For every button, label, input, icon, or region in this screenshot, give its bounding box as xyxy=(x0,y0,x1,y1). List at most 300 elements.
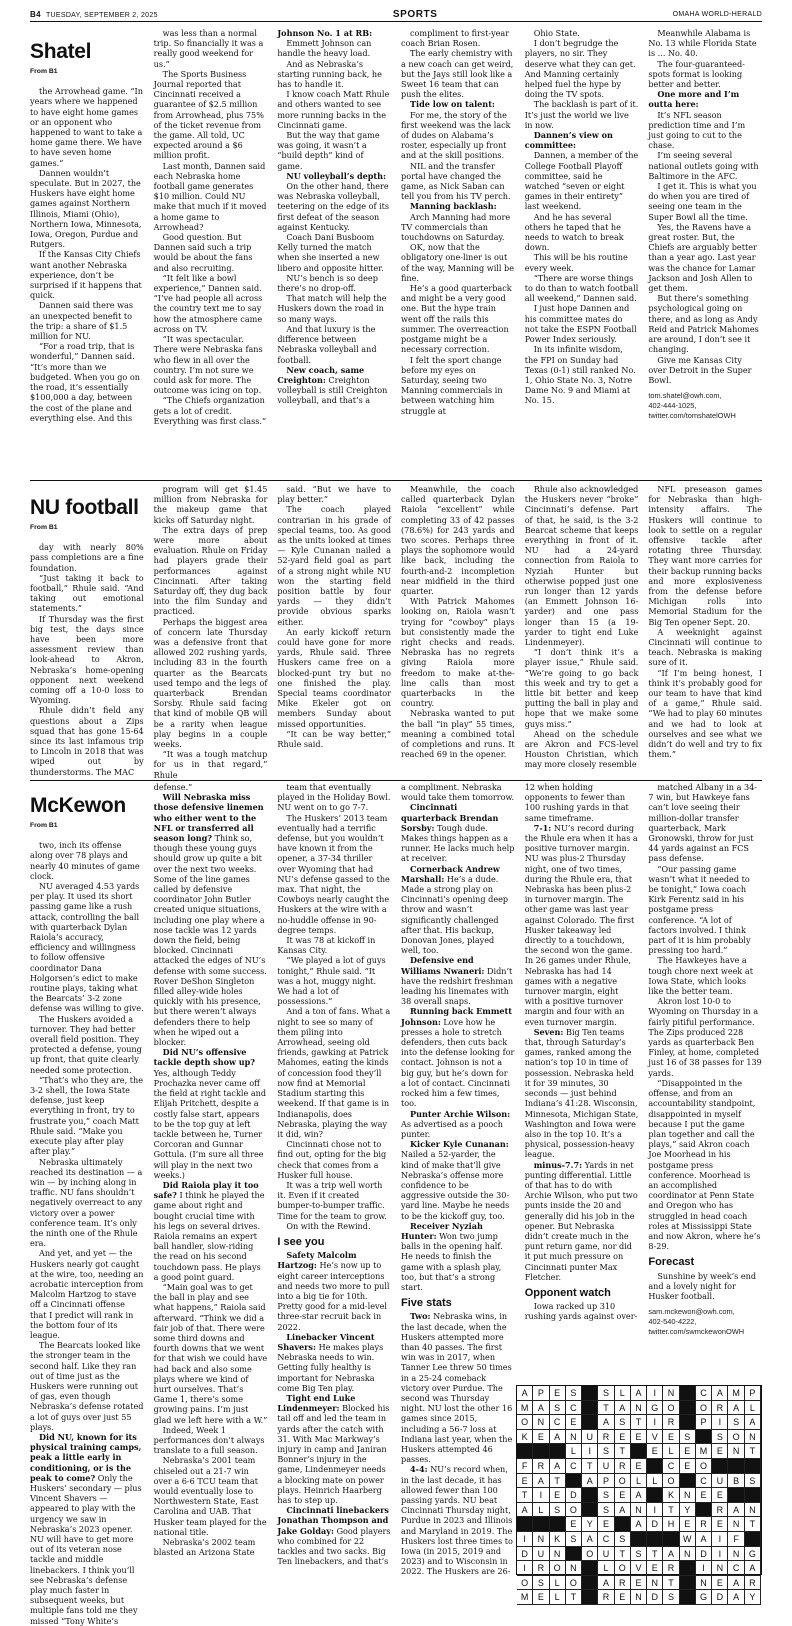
lead-paragraph xyxy=(525,823,639,1027)
mckewon-lead-tackle: Did NU’s offensive tackle depth show up? xyxy=(153,1047,256,1068)
crossword-black-cell xyxy=(745,1488,761,1503)
mckewon-email[interactable]: sam.mckewon@owh.com, xyxy=(648,1307,735,1317)
lead-paragraph xyxy=(277,1332,391,1393)
paragraph: Give me Kansas City over Detroit in the Super Bowl. xyxy=(648,354,752,385)
nufootball-col-3 xyxy=(277,484,391,782)
crossword-letter-cell: L xyxy=(598,1561,614,1576)
mckewon-forecast-text: Sunshine by week’s end and a lovely night for Husker football. xyxy=(648,1270,757,1301)
shatel-lead-outta: One more and I’m outta here: xyxy=(648,89,740,110)
crossword-letter-cell: M xyxy=(696,1444,712,1459)
lead-paragraph xyxy=(401,1464,515,1576)
paragraph: Dannen wouldn’t speculate. But in 2027, the Huskers have eight home games against Northern Illinois, Miami (Ohio), Northern Iowa, Minnesota, Iowa, Oregon, Purdue and Rutgers. xyxy=(30,167,142,250)
paragraph: Good question. But Dannen said such a trip would be about the fans and also recruiting. xyxy=(153,232,253,273)
crossword-letter-cell: T xyxy=(631,1415,647,1430)
paragraph: Nebraska ultimately reached its destination — a win — by inching along in traffic. NU fans shouldn’t negatively overreact to any victory over a power conference team. It’s only the ninth one of the Rhule era. xyxy=(30,1156,143,1249)
crossword-letter-cell: D xyxy=(566,1488,582,1503)
nufootball-story xyxy=(30,484,762,782)
lead-label: Two: xyxy=(410,1311,431,1322)
crossword-letter-cell: N xyxy=(712,1561,728,1576)
crossword-letter-cell: E xyxy=(680,1444,696,1459)
shatel-lead-manning: Manning backlash: xyxy=(410,201,497,212)
crossword-letter-cell: S xyxy=(566,1532,582,1547)
crossword-letter-cell: I xyxy=(647,1503,663,1518)
crossword-row xyxy=(517,1590,761,1605)
paragraph: And as Nebraska’s starting running back, he has to handle it. xyxy=(277,58,382,90)
paragraph: He’s a good quarterback and might be a very good one. But the hype train went off the rails this summer. The overreaction postgame might be a necessary correction. xyxy=(401,283,512,355)
crossword-black-cell xyxy=(647,1488,663,1503)
crossword-letter-cell: Y xyxy=(680,1503,696,1518)
crossword-letter-cell: I xyxy=(712,1547,728,1562)
paragraph: It’s NFL season prediction time and I’m just going to cut to the chase. xyxy=(648,109,746,151)
paragraph: Dannen, a member of the College Football Playoff committee, said he watched “seven or eight games in their entirety” last weekend. xyxy=(524,150,639,212)
paragraph: The Huskers avoided a turnover. They had better overall field position. They protected a defense, young up front, that quite clearly needed some protection. xyxy=(30,1013,142,1075)
crossword-black-cell xyxy=(745,1459,761,1474)
lead-paragraph xyxy=(401,955,515,1006)
crossword-letter-cell: N xyxy=(680,1488,696,1503)
crossword-letter-cell: T xyxy=(598,1401,614,1416)
crossword-letter-cell: N xyxy=(680,1547,696,1562)
crossword-letter-cell: N xyxy=(533,1415,549,1430)
crossword-letter-cell: N xyxy=(696,1576,712,1591)
nufootball-jump-label: From B1 xyxy=(30,524,58,531)
crossword-letter-cell: N xyxy=(631,1401,647,1416)
crossword-letter-cell: D xyxy=(712,1590,728,1605)
lead-paragraph xyxy=(525,1160,639,1282)
lead-label: Linebacker Vincent Shavers: xyxy=(277,1331,375,1352)
paragraph: Cincinnati chose not to find out, opting for the big check that comes from a Husker full house. xyxy=(277,1139,387,1180)
crossword-letter-cell: P xyxy=(533,1386,549,1401)
paragraph: Last month, Dannen said each Nebraska home football game generates $10 million. Could NU make that much if it moved a home game to Arrowhead? xyxy=(153,160,267,232)
nufootball-col-4 xyxy=(401,484,515,782)
crossword-letter-cell: S xyxy=(598,1503,614,1518)
crossword-letter-cell: E xyxy=(631,1459,647,1474)
crossword-black-cell xyxy=(582,1590,598,1605)
crossword-letter-cell: S xyxy=(566,1386,582,1401)
crossword-black-cell xyxy=(631,1444,647,1459)
paragraph: On with the Rewind. xyxy=(286,1220,371,1231)
crossword-letter-cell: M xyxy=(517,1401,533,1416)
crossword-letter-cell: E xyxy=(517,1474,533,1489)
crossword-letter-cell: O xyxy=(663,1474,679,1489)
paragraph: “For a road trip, that is wonderful,” Dannen said. “It’s more than we budgeted. When you go on the road, it’s essentially $100,000 a day, between the cost of the plane and everything else. And this xyxy=(30,341,140,423)
page-info xyxy=(30,10,158,19)
lead-text: Tough dude. Makes things happen as a runner. He lacks much help at receiver. xyxy=(401,822,515,864)
crossword-letter-cell: A xyxy=(728,1576,744,1591)
crossword-letter-cell: T xyxy=(663,1576,679,1591)
mckewon-conditioning-text: Only the Huskers’ secondary — plus Vincent Shavers — appeared to play with the urgency we saw in Nebraska’s 2023 opener. NU will have to get more out of its veteran nose tackle and middle linebackers. I think you’ll see Nebraska’s defense play much faster in subsequent weeks, but multiple fans told me they missed “Tony White’s xyxy=(30,1472,142,1626)
crossword-letter-cell: O xyxy=(615,1561,631,1576)
crossword-letter-cell: U xyxy=(582,1430,598,1445)
crossword-letter-cell: I xyxy=(712,1415,728,1430)
crossword-letter-cell: P xyxy=(598,1474,614,1489)
paragraph: Rhule also acknowledged the Huskers never “broke” Cincinnati’s defense. Part of that, he said, is the 3-2 Bearcat scheme that keeps everything in front of it. NU had a 24-yard connection from Raiola to Nyziah Hunter but otherwise popped just one run longer than 12 yards (an Emmett Johnson 16-yarder) and one pass longer than 15 (a 19-yarder to tight end Luke Lindenmeyer). xyxy=(524,484,639,648)
crossword-letter-cell: O xyxy=(696,1401,712,1416)
crossword-letter-cell: A xyxy=(631,1386,647,1401)
crossword-letter-cell: A xyxy=(728,1503,744,1518)
paragraph: was less than a normal trip. So financially it was a really good weekend for us.” xyxy=(153,28,264,69)
crossword-letter-cell: R xyxy=(598,1590,614,1605)
crossword-row xyxy=(517,1503,761,1518)
crossword-letter-cell: I xyxy=(647,1415,663,1430)
crossword-letter-cell: E xyxy=(680,1517,696,1532)
crossword-black-cell xyxy=(517,1444,533,1459)
crossword-letter-cell: O xyxy=(566,1503,582,1518)
crossword-letter-cell: L xyxy=(550,1590,566,1605)
paragraph: compliment to first-year coach Brian Rosen. xyxy=(401,28,510,49)
crossword-black-cell xyxy=(550,1517,566,1532)
crossword-row xyxy=(517,1488,761,1503)
paragraph: “If I’m being honest, I think it’s probably good for our team to have that kind of a game,” Rhule said. “We had to play 60 minutes and we had to look at ourselves and see what we didn’t do well and try to fix them.” xyxy=(648,667,763,760)
lead-label: Tight end Luke Lindenmeyer: xyxy=(277,1392,356,1414)
crossword-letter-cell: U xyxy=(598,1459,614,1474)
crossword-letter-cell: S xyxy=(550,1503,566,1518)
crossword-letter-cell: C xyxy=(598,1532,614,1547)
crossword-black-cell xyxy=(680,1386,696,1401)
crossword-letter-cell: R xyxy=(663,1561,679,1576)
crossword-letter-cell: O xyxy=(663,1401,679,1416)
crossword-letter-cell: N xyxy=(728,1547,744,1562)
crossword-black-cell xyxy=(712,1459,728,1474)
crossword-letter-cell: T xyxy=(615,1547,631,1562)
paragraph: two, inch its offense along over 78 plays and nearly 40 minutes of game clock. xyxy=(30,840,140,881)
crossword-letter-cell: K xyxy=(663,1488,679,1503)
crossword-letter-cell: T xyxy=(582,1459,598,1474)
crossword-letter-cell: K xyxy=(517,1430,533,1445)
crossword-letter-cell: D xyxy=(647,1590,663,1605)
crossword-letter-cell: U xyxy=(598,1547,614,1562)
crossword-letter-cell: O xyxy=(615,1474,631,1489)
lead-label: Cornerback Andrew Marshall: xyxy=(401,863,500,884)
crossword-letter-cell: C xyxy=(696,1386,712,1401)
mckewon-twitter[interactable]: twitter.com/swmckewonOWH xyxy=(648,1327,745,1337)
crossword-letter-cell: L xyxy=(663,1444,679,1459)
paragraph: The coach played contrarian in his grade of special teams, too. As good as the units looked at times — Kyle Cunanan nailed a 52-yard field goal as part of a strong night while NU won the starting field position battle by four yards — they didn’t provide obvious sparks either. xyxy=(277,504,392,627)
crossword-letter-cell: S xyxy=(533,1576,549,1591)
crossword-letter-cell: L xyxy=(647,1474,663,1489)
shatel-col-6 xyxy=(648,28,762,478)
lead-text: Big Ten teams that, through Saturday’s games, ranked among the nation’s top 10 in time of possession. Nebraska held it for 39 minutes, 30 seconds — just behind Indiana’s 41:28. Wisconsin, Minnesota, Michigan State, Washington and Iowa were also in the top 10. It’s a physical, possession-heavy league. xyxy=(524,1026,639,1160)
paragraph: And he has several others he taped that he needs to watch to break down. xyxy=(524,211,624,253)
crossword-letter-cell: Y xyxy=(745,1590,761,1605)
lead-label: minus-7.7: xyxy=(533,1159,583,1170)
paragraph: “That’s who they are, the 3-2 shell, the Iowa State defense, just keep everything in front, try to frustrate you,” coach Matt Rhule said. “Make you execute play after play after play.” xyxy=(30,1074,143,1157)
mckewon-col2-start: defense.” xyxy=(153,782,193,792)
crossword-letter-cell: F xyxy=(728,1532,744,1547)
crossword-letter-cell: R xyxy=(598,1430,614,1445)
crossword-letter-cell: I xyxy=(582,1444,598,1459)
crossword-letter-cell: K xyxy=(550,1532,566,1547)
paragraph: matched Albany in a 34-7 win, but Hawkeye fans can’t love seeing their million-dollar transfer quarterback, Mark Gronowski, throw for just 44 yards against an FCS pass defense. xyxy=(648,782,758,864)
crossword-letter-cell: E xyxy=(680,1459,696,1474)
paragraph: “Just taking it back to football,” Rhule said. “And taking out emotional statements.” xyxy=(30,572,144,614)
crossword-letter-cell: N xyxy=(533,1532,549,1547)
crossword-letter-cell: N xyxy=(663,1386,679,1401)
crossword-letter-cell: A xyxy=(696,1532,712,1547)
lead-paragraph xyxy=(277,1393,391,1505)
nufootball-col-5 xyxy=(525,484,639,782)
crossword-letter-cell: D xyxy=(647,1517,663,1532)
crossword-letter-cell: A xyxy=(615,1503,631,1518)
crossword-letter-cell: S xyxy=(598,1488,614,1503)
crossword-letter-cell: A xyxy=(712,1386,728,1401)
lead-text: Love how he presses a hole to stretch defenders, then cuts back into the defense looking for contact. Johnson is not a big guy, but he’s down for a lot of contact. Cincinnati rocked him a few times, too. xyxy=(401,1016,515,1109)
paragraph: “We played a lot of guys tonight,” Rhule said. “It was a hot, muggy night. We had a lot of possessions.” xyxy=(277,955,386,1007)
crossword-letter-cell: T xyxy=(550,1474,566,1489)
mckewon-opponent-text: Iowa racked up 310 rushing yards against over- xyxy=(524,1301,638,1322)
crossword-letter-cell: A xyxy=(728,1401,744,1416)
crossword-black-cell xyxy=(728,1459,744,1474)
crossword-letter-cell: R xyxy=(615,1576,631,1591)
paragraph: Arch Manning had more TV commercials than touchdowns on Saturday. xyxy=(401,211,511,243)
crossword-letter-cell: N xyxy=(631,1503,647,1518)
paragraph: “Main goal was to get the ball in play and see what happens,” Raiola said afterward. “Think we did a fair job of that. There were some third downs and fourth downs that we went for that wish we could have had back and also some plays where we kind of hurt ourselves. That’s Game 1, there’s some growing pains. I’m just glad we left here with a W.” xyxy=(153,1281,268,1425)
paragraph: If Thursday was the first big test, the days since have been more assessment review than look-ahead to Akron, Nebraska’s home-opening opponent next weekend coming off a 10-0 loss to Wyoming. xyxy=(30,613,144,706)
crossword-black-cell xyxy=(728,1488,744,1503)
crossword-letter-cell: N xyxy=(631,1590,647,1605)
crossword-row xyxy=(517,1415,761,1430)
crossword-black-cell xyxy=(582,1488,598,1503)
paragraph: The extra days of prep were more about evaluation. Rhule on Friday had players grade their performances against Cincinnati. After taking Saturday off, they dug back into the film Sunday and practiced. xyxy=(153,524,268,617)
crossword-letter-cell: A xyxy=(728,1590,744,1605)
mckewon-col5-start: 12 when holding opponents to fewer than 100 rushing yards in that same timeframe. xyxy=(524,782,629,823)
paragraph: “It can be way better,” Rhule said. xyxy=(277,728,392,750)
crossword-letter-cell: E xyxy=(533,1590,549,1605)
paragraph: That match will help the Huskers down the road in so many ways. xyxy=(277,293,387,324)
crossword-letter-cell: G xyxy=(745,1547,761,1562)
crossword-letter-cell: R xyxy=(745,1576,761,1591)
paragraph: “It was a tough matchup for us in that regard,” Rhule xyxy=(153,749,268,780)
paragraph: The Sports Business Journal reported that Cincinnati received a guarantee of $2.5 million from Arrowhead, plus 75% of the ticket revenue from the game. All told, UC expected around a $6 million profit. xyxy=(153,68,264,161)
paragraph: The Bearcats looked like the stronger team in the second half. Like they ran out of time just as the Huskers were running out of gas, even though Nebraska’s defense rotated a lot of guys over just 55 plays. xyxy=(30,1340,144,1432)
crossword-black-cell xyxy=(631,1532,647,1547)
lead-label: Running back Emmett Johnson: xyxy=(401,1006,513,1027)
paragraph: If the Kansas City Chiefs want another Nebraska experience, don’t be surprised if it happens that quick. xyxy=(30,249,142,301)
crossword-letter-cell: A xyxy=(631,1488,647,1503)
mckewon-lead-raiola: Did Raiola play it too safe? xyxy=(153,1179,259,1201)
paragraph: Nebraska’s 2001 team chiseled out a 21-7 win over a 6-6 TCU team that would eventually lose to Northwestern State, East Carolina and UAB. That Husker team played for the national title. xyxy=(153,1455,267,1537)
crossword-letter-cell: E xyxy=(615,1590,631,1605)
shatel-lead-johnson: Johnson No. 1 at RB: xyxy=(277,28,373,38)
crossword-letter-cell: C xyxy=(696,1474,712,1489)
paragraph: I just hope Dannen and his committee mates do not take the ESPN Football Power Index seriously. xyxy=(524,303,637,345)
lead-paragraph xyxy=(525,1027,639,1160)
crossword-letter-cell: A xyxy=(550,1459,566,1474)
mckewon-headline: McKewon xyxy=(30,794,126,817)
crossword-letter-cell: A xyxy=(517,1386,533,1401)
paragraph: “There are worse things to do than to watch football all weekend,” Dannen said. xyxy=(524,272,639,304)
crossword-letter-cell: B xyxy=(728,1474,744,1489)
crossword-letter-cell: I xyxy=(517,1561,533,1576)
paragraph: “Disappointed in the offense, and from an accountability standpoint, disappointed in myself because I put the game plan together and call the plays,” said Akron coach Joe Moorhead in his postgame press conference. Moorhead is an accomplished coordinator at Penn State and Oregon who has struggled in head coach roles at Mississippi State and now Akron, where he’s 8-29. xyxy=(648,1077,761,1252)
crossword-black-cell xyxy=(680,1415,696,1430)
crossword-black-cell xyxy=(533,1444,549,1459)
lead-label: Defensive end Williams Nwaneri: xyxy=(401,955,485,976)
crossword-letter-cell: S xyxy=(712,1430,728,1445)
mckewon-subhead-forecast: Forecast xyxy=(648,1256,695,1269)
crossword-letter-cell: N xyxy=(566,1561,582,1576)
mckewon-subhead-five-stats: Five stats xyxy=(401,1297,452,1310)
crossword-letter-cell: O xyxy=(550,1561,566,1576)
crossword-black-cell xyxy=(647,1459,663,1474)
crossword-letter-cell: A xyxy=(533,1401,549,1416)
paragraph: The Hawkeyes have a tough chore next week at Iowa State, which looks like the better team. xyxy=(648,955,753,997)
crossword-letter-cell: A xyxy=(663,1547,679,1562)
page-date: TUESDAY, SEPTEMBER 2, 2025 xyxy=(45,12,158,19)
paragraph: “Our passing game wasn’t what it needed to be tonight,” Iowa coach Kirk Ferentz said in his postgame press conference. “A lot of factors involved. I think part of it is him probably pressing too hard.” xyxy=(648,863,751,956)
shatel-email[interactable]: tom.shatel@owh.com, xyxy=(648,391,722,401)
crossword-letter-cell: T xyxy=(745,1444,761,1459)
crossword-letter-cell: O xyxy=(582,1547,598,1562)
mckewon-col-3 xyxy=(277,782,391,1579)
crossword-black-cell xyxy=(696,1503,712,1518)
paper-name: OMAHA WORLD-HERALD xyxy=(672,11,762,18)
crossword-black-cell xyxy=(680,1576,696,1591)
lead-text: NU’s record when, in the last decade, it has allowed fewer than 100 passing yards. NU beat Cincinnati Thursday night, Purdue in 2023 and Illinois and Maryland in 2019. The Huskers lost three times to Iowa (in 2015, 2019 and 2023) and to Wisconsin in 2022. The Huskers are 26- xyxy=(401,1464,513,1577)
crossword-letter-cell: O xyxy=(517,1415,533,1430)
mckewon-dline-text: Think so, though these young guys should grow up quite a bit over the next two weeks. Some of the line games called by defensive coordinator John Butler created unique situations, including one play where a nose tackle was 12 yards down the field, being blocked. Cincinnati attacked the edges of NU’s defense with some success. Rover DeShon Singleton filled alley-wide holes quickly with his presence, but there weren’t always defenders there to help when he wiped out a blocker. xyxy=(153,833,267,1048)
mckewon-phone: 402-540-4222, xyxy=(648,1317,697,1327)
crossword-letter-cell: R xyxy=(663,1415,679,1430)
crossword-letter-cell: R xyxy=(712,1503,728,1518)
crossword-letter-cell: R xyxy=(712,1401,728,1416)
crossword-letter-cell: E xyxy=(533,1430,549,1445)
mckewon-subhead-i-see-you: I see you xyxy=(277,1235,325,1248)
crossword-letter-cell: T xyxy=(615,1444,631,1459)
crossword-black-cell xyxy=(582,1415,598,1430)
crossword-letter-cell: N xyxy=(728,1444,744,1459)
paragraph: The backlash is part of it. It’s just the world we live in now. xyxy=(524,99,639,130)
crossword-letter-cell: R xyxy=(696,1517,712,1532)
paragraph: Nebraska wanted to put the ball “in play” 55 times, meaning a combined total of completions and runs. It reached 69 in the opener. xyxy=(401,708,515,760)
lead-text: Good players who combined for 22 tackles and two sacks. Big Ten linebackers, and that’s xyxy=(277,1525,391,1567)
lead-paragraph xyxy=(401,1221,515,1292)
crossword-black-cell xyxy=(550,1444,566,1459)
crossword-letter-cell: A xyxy=(598,1576,614,1591)
shatel-jump-label: From B1 xyxy=(30,68,58,75)
crossword-letter-cell: E xyxy=(615,1488,631,1503)
paragraph: program will get $1.45 million from Nebraska for the makeup game that kicks off Saturday night. xyxy=(153,484,268,525)
paragraph: “It was spectacular. There were Nebraska fans who flew in all over the country. I’m not sure we could ask for more. The outcome was icing on top. xyxy=(153,334,263,396)
paragraph: Indeed, Week 1 performances don’t always translate to a full season. xyxy=(153,1424,265,1456)
paragraph: The Huskers’ 2013 team eventually had a terrific defense, but you wouldn’t have known it from the opener, a 37-34 thriller over Wyoming that had NU’s defense gassed to the max. That night, the Cowboys nearly caught the Huskers at the wire with a no-huddle offense in 90-degree temps. xyxy=(277,812,390,935)
crossword-letter-cell: R xyxy=(533,1459,549,1474)
crossword-letter-cell: Y xyxy=(582,1517,598,1532)
lead-text: NU’s record during the Rhule era when it has a positive turnover margin. NU was plus-2 Thursday night, one of two times, during the Rhule era, that Nebraska has been plus-2 in turnover margin. The other game was last year against Colorado. The first Husker takeaway led directly to a touchdown, the second won the game. In 26 games under Rhule, Nebraska has had 14 games with a negative turnover margin, eight with a positive turnover margin and four with an even turnover margin. xyxy=(524,822,638,1027)
shatel-twitter[interactable]: twitter.com/tomshatelOWH xyxy=(648,411,736,421)
paragraph: Nebraska’s 2002 team blasted an Arizona State xyxy=(153,1537,256,1558)
crossword-letter-cell: O xyxy=(566,1576,582,1591)
crossword-letter-cell: A xyxy=(745,1561,761,1576)
crossword-letter-cell: L xyxy=(566,1444,582,1459)
crossword-letter-cell: E xyxy=(647,1444,663,1459)
lead-label: 7-1: xyxy=(533,822,552,833)
paragraph: NU’s bench is so deep there’s no drop-off. xyxy=(277,272,378,294)
crossword-row xyxy=(517,1474,761,1489)
mckewon-raiola-text: I think he played the game about right and bought crucial time with his legs on several drives. Raiola remains an expert ball handler, slow-riding the read on his second touchdown pass. He plays a good point guard. xyxy=(153,1190,265,1282)
lead-paragraph xyxy=(401,864,515,956)
shatel-signature xyxy=(648,391,762,421)
crossword-letter-cell: L xyxy=(550,1576,566,1591)
crossword-letter-cell: A xyxy=(517,1503,533,1518)
paragraph: I know coach Matt Rhule and others wanted to see more running backs in the Cincinnati game. xyxy=(277,89,390,130)
crossword-letter-cell: S xyxy=(598,1444,614,1459)
shatel-col-2 xyxy=(154,28,268,478)
crossword-letter-cell: P xyxy=(696,1415,712,1430)
shatel-col-1 xyxy=(30,28,144,478)
shatel-story xyxy=(30,28,762,478)
crossword-letter-cell: P xyxy=(745,1386,761,1401)
crossword-letter-cell: A xyxy=(631,1517,647,1532)
paragraph: Dannen said there was an unexpected benefit to the trip: a share of $1.5 million for NU. xyxy=(30,300,134,342)
lead-paragraph xyxy=(277,1505,391,1566)
crossword-letter-cell: E xyxy=(631,1576,647,1591)
crossword-letter-cell: E xyxy=(712,1576,728,1591)
paragraph: In its infinite wisdom, the FPI on Sunday had Texas (0-1) still ranked No. 1, Ohio State No. 3, Notre Dame No. 9 and Miami at No. 15. xyxy=(524,344,636,406)
paragraph: With Patrick Mahomes looking on, Raiola wasn’t trying for “cowboy” plays but consistently made the right checks and reads. Nebraska has no regrets giving Raiola more freedom to make at-the-line calls than most quarterbacks in the country. xyxy=(401,596,515,709)
lead-label: Receiver Nyziah Hunter: xyxy=(401,1220,483,1241)
lead-label: Cincinnati quarterback Brendan Sorsby: xyxy=(401,802,499,833)
crossword-letter-cell: C xyxy=(566,1401,582,1416)
lead-label: Seven: xyxy=(533,1026,564,1037)
paragraph: Emmett Johnson can handle the heavy load. xyxy=(277,38,372,59)
lead-label: Punter Archie Wilson: xyxy=(410,1108,511,1119)
crossword-letter-cell: A xyxy=(615,1401,631,1416)
lead-text: He’s a dude. Made a strong play on Cincinnati’s opening deep throw and wasn’t significantly challenged after that. His backup, Donovan Jones, played well, too. xyxy=(401,873,509,956)
lead-paragraph xyxy=(401,1109,515,1140)
paragraph: An early kickoff return could have gone for more yards, Rhule said. Three Huskers came free on a blocked-punt try but no one finished the play. Special teams coordinator Mike Ekeler got on members Sunday about missed opportunities. xyxy=(277,626,392,729)
paragraph: I don’t begrudge the players, no sir. They deserve what they can get. And Manning certainly helped fuel the hype by doing the TV spots. xyxy=(524,38,636,100)
paragraph: Coach Dani Busboom Kelly turned the match when she inserted a new libero and opposite hitter. xyxy=(277,232,384,273)
lead-text: Blocked his tail off and led the team in yards after the catch with 31. With Mac Markway’s injury in camp and Janiran Bonner’s injury in the game, Lindenmeyer needs a blocking mate on power plays. Heinrich Haarberg has to step up. xyxy=(277,1403,390,1506)
crossword-letter-cell: L xyxy=(631,1474,647,1489)
crossword-letter-cell: L xyxy=(745,1401,761,1416)
crossword-letter-cell: A xyxy=(745,1415,761,1430)
crossword-letter-cell: A xyxy=(598,1415,614,1430)
crossword-letter-cell: S xyxy=(631,1547,647,1562)
lead-text: He makes plays Nebraska needs to win. Getting fully healthy is important for Nebraska come Big Ten play. xyxy=(277,1341,384,1393)
crossword-black-cell xyxy=(680,1561,696,1576)
crossword-row xyxy=(517,1401,761,1416)
paragraph: Meanwhile Alabama is No. 13 while Florida State is ... No. 40. xyxy=(648,28,757,59)
crossword-letter-cell: E xyxy=(550,1488,566,1503)
crossword-black-cell xyxy=(663,1532,679,1547)
section-divider xyxy=(30,480,762,481)
paragraph: It was 78 at kickoff in Kansas City. xyxy=(277,935,376,956)
crossword-letter-cell: C xyxy=(566,1459,582,1474)
crossword-letter-cell: S xyxy=(728,1415,744,1430)
crossword-black-cell xyxy=(517,1517,533,1532)
crossword-letter-cell: G xyxy=(696,1590,712,1605)
crossword-row xyxy=(517,1444,761,1459)
mckewon-jump-label: From B1 xyxy=(30,822,58,829)
mckewon-signature xyxy=(648,1307,762,1337)
crossword-letter-cell: L xyxy=(533,1503,549,1518)
crossword-black-cell xyxy=(582,1576,598,1591)
lead-paragraph xyxy=(401,1311,515,1464)
crossword-row xyxy=(517,1532,761,1547)
paragraph: “The Chiefs organization gets a lot of credit. Everything was first class.” xyxy=(153,395,267,426)
paragraph: “It felt like a bowl experience,” Dannen said. “I’ve had people all across the country text me to say how the atmosphere came across on TV. xyxy=(153,272,263,334)
paragraph: team that eventually played in the Holiday Bowl. NU went on to go 7-7. xyxy=(277,782,391,813)
mckewon-lead-conditioning: Did NU, known for its physical training camps, peak a little early in conditioning, or is the peak to come? xyxy=(30,1431,142,1483)
nufootball-col-1 xyxy=(30,484,144,782)
nufootball-col-2 xyxy=(154,484,268,782)
lead-text: He’s now up to eight career interceptions and needs two more to pull into a big tie for 10th. Pretty good for a mid-level three-star recruit back in 2022. xyxy=(277,1260,390,1332)
crossword-letter-cell: S xyxy=(745,1474,761,1489)
crossword-letter-cell: C xyxy=(663,1459,679,1474)
shatel-headline: Shatel xyxy=(30,40,92,63)
crossword-black-cell xyxy=(680,1401,696,1416)
